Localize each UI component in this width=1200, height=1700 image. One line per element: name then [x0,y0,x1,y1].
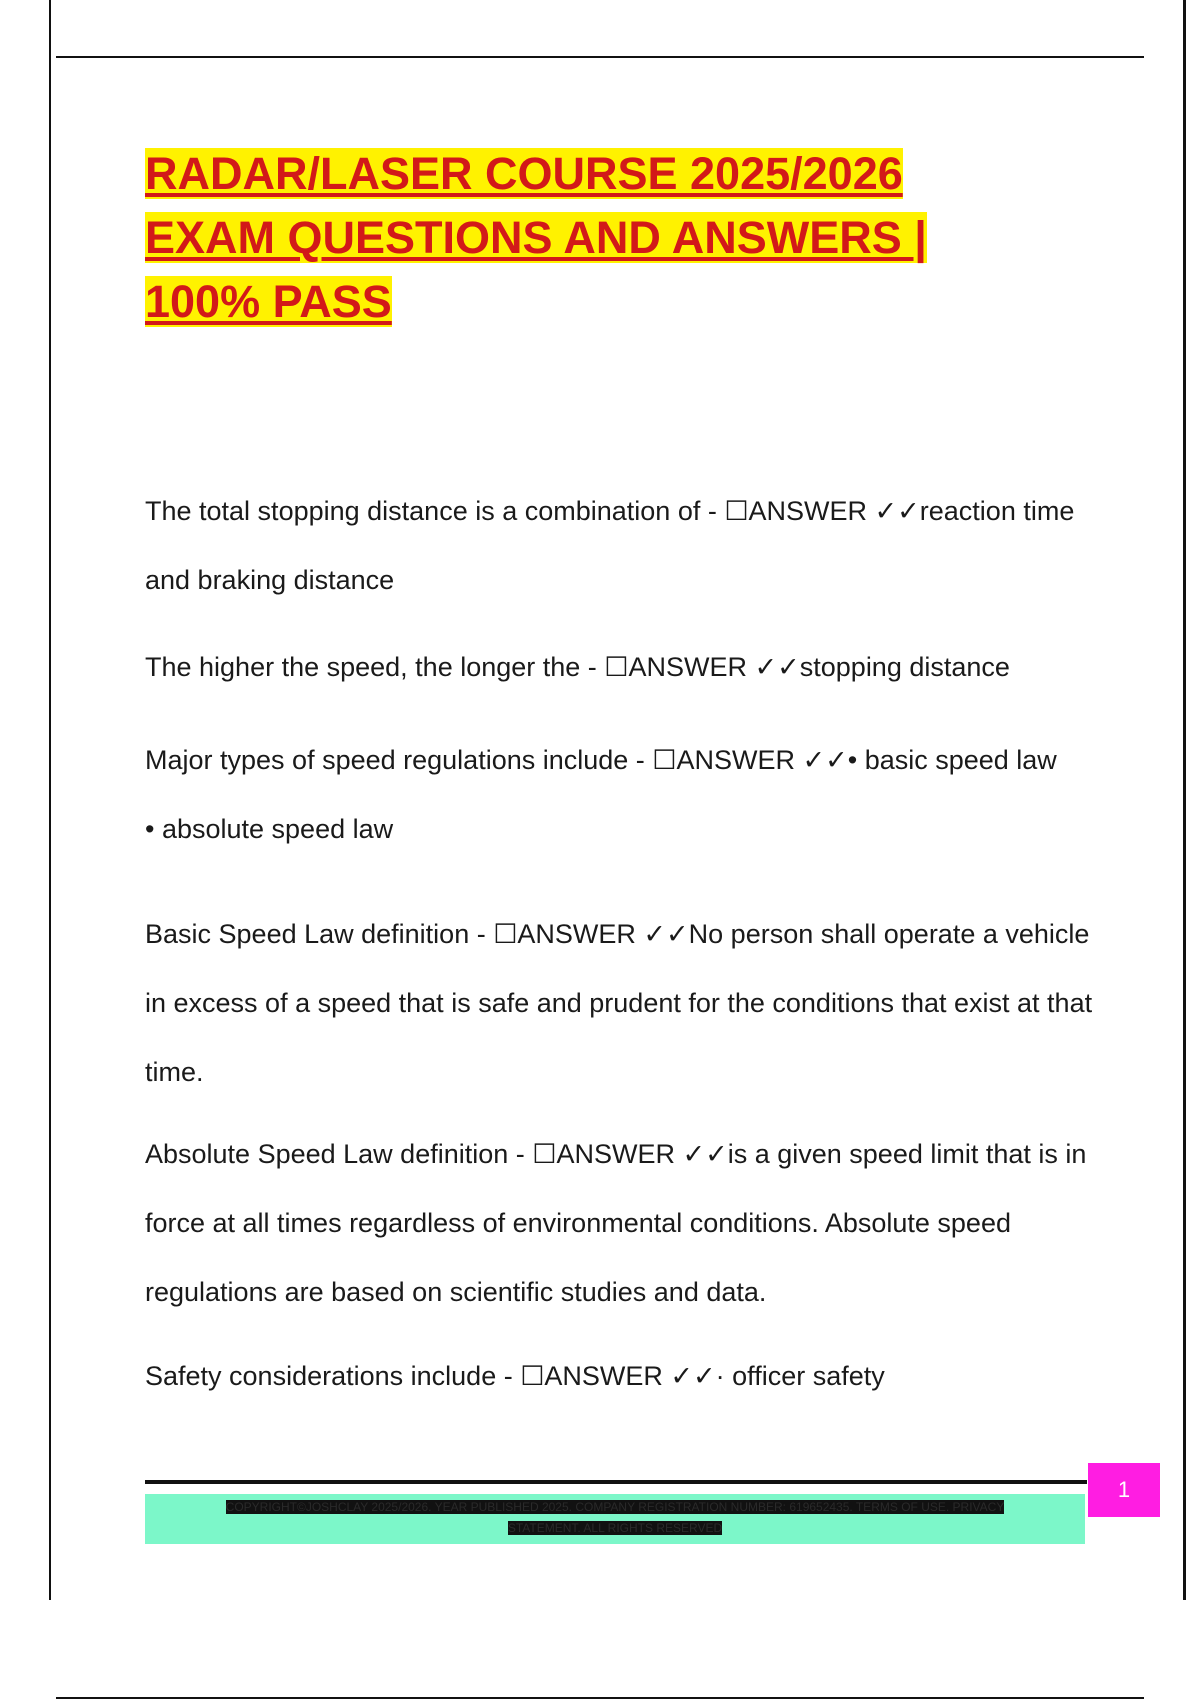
qa-item-speed-regulations [145,726,1095,864]
qa-item-safety-considerations: Safety considerations include - ☐ANSWER ✓✓· officer safety [145,1361,885,1391]
qa-item-absolute-speed-law: Absolute Speed Law definition - ☐ANSWER ✓✓is a given speed limit that is in force at all times regardless of environmental conditions. Absolute speed regulations are based on scientific studies and data. [145,1139,1087,1307]
top-rule [56,56,1144,58]
qa-item-higher-speed: The higher the speed, the longer the - ☐ANSWER ✓✓stopping distance [145,652,1010,682]
bottom-rule [56,1697,1144,1699]
copyright-line-2: STATEMENT. ALL RIGHTS RESERVED [507,1521,723,1535]
qa-item-speed-regulations-line2: • absolute speed law [145,814,394,844]
footer-rule [145,1480,1087,1484]
qa-item-basic-speed-law: Basic Speed Law definition - ☐ANSWER ✓✓No person shall operate a vehicle in excess of a speed that is safe and prudent for the conditions that exist at that time. [145,919,1093,1087]
page-border-left [49,0,51,1600]
document-title [145,142,1045,334]
title-line-2: EXAM QUESTIONS AND ANSWERS | [145,212,927,263]
qa-item-stopping-distance: The total stopping distance is a combination of - ☐ANSWER ✓✓reaction time and braking distance [145,496,1075,595]
title-line-3: 100% PASS [145,276,392,327]
page-number-badge: 1 [1088,1463,1160,1517]
title-line-1: RADAR/LASER COURSE 2025/2026 [145,148,903,199]
page-border-right [1183,0,1186,1600]
copyright-footer [145,1494,1085,1544]
qa-item-speed-regulations-line1: Major types of speed regulations include - ☐ANSWER ✓✓• basic speed law [145,745,1057,775]
copyright-line-1: COPYRIGHT©JOSHCLAY 2025/2026. YEAR PUBLISHED 2025. COMPANY REGISTRATION NUMBER: 619652435. TERMS OF USE. PRIVACY [225,1500,1005,1514]
